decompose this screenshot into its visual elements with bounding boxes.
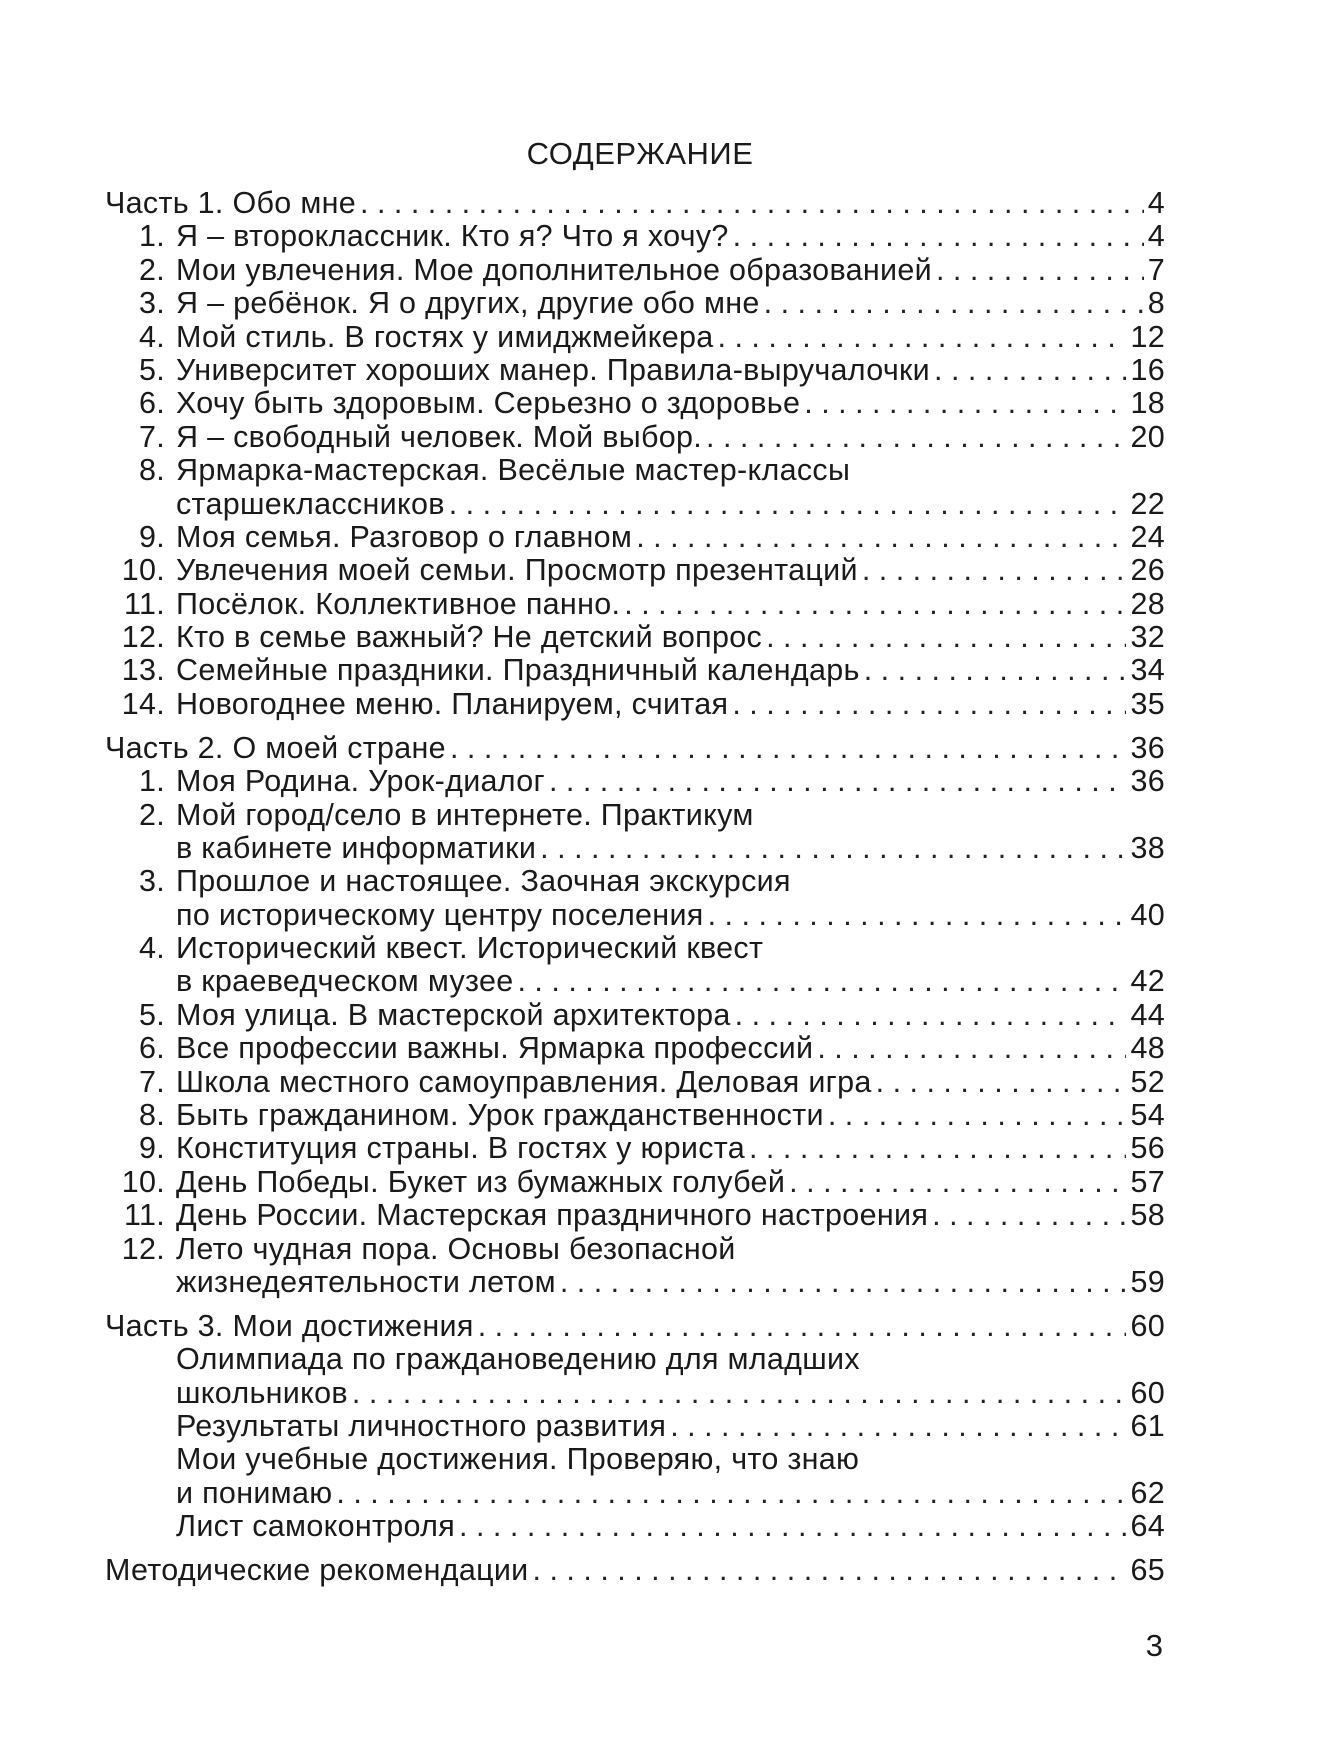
toc-entry xyxy=(105,621,1165,654)
toc-entry xyxy=(105,254,1165,287)
entry-title: Университет хороших манер. Правила-выручалочки xyxy=(176,352,931,387)
dot-leader xyxy=(862,554,1127,587)
entry-number: 7. xyxy=(138,419,165,454)
toc-entry xyxy=(105,865,1165,898)
entry-number: 4. xyxy=(138,931,165,966)
toc-entry xyxy=(105,454,1165,487)
toc-entry xyxy=(105,999,1165,1032)
entry-title: Часть 1. Обо мне xyxy=(105,186,356,220)
toc-entry-continuation xyxy=(105,1477,1165,1510)
dot-leader xyxy=(936,254,1144,287)
entry-page: 44 xyxy=(1130,997,1165,1032)
entry-page: 54 xyxy=(1130,1098,1165,1133)
dot-leader xyxy=(876,1066,1127,1099)
entry-page: 48 xyxy=(1130,1031,1165,1066)
dot-leader xyxy=(732,688,1126,721)
toc-entry xyxy=(105,321,1165,354)
entry-page: 40 xyxy=(1130,897,1165,932)
toc-entry-continuation xyxy=(105,1377,1165,1410)
entry-title: старшеклассников xyxy=(176,486,445,521)
toc-entry xyxy=(105,1166,1165,1199)
toc-entry xyxy=(105,1443,1165,1476)
entry-number: 14. xyxy=(121,686,165,721)
toc-entry xyxy=(105,1343,1165,1376)
dot-leader xyxy=(360,187,1144,220)
entry-number: 11. xyxy=(123,1198,165,1233)
dot-leader xyxy=(352,1377,1127,1410)
toc-entry xyxy=(105,220,1165,253)
toc-part-heading xyxy=(105,1310,1165,1343)
entry-title: День России. Мастерская праздничного настроения xyxy=(176,1198,929,1233)
entry-title: Я – свободный человек. Мой выбор. xyxy=(176,419,703,454)
dot-leader xyxy=(764,287,1144,320)
entry-title: Я – ребёнок. Я о других, другие обо мне xyxy=(176,286,760,321)
dot-leader xyxy=(828,1099,1127,1132)
dot-leader xyxy=(533,1554,1127,1587)
dot-leader xyxy=(449,488,1127,521)
entry-title: Результаты личностного развития xyxy=(176,1409,667,1444)
entry-number: 1. xyxy=(138,219,165,254)
entry-number: 6. xyxy=(138,386,165,421)
entry-page: 60 xyxy=(1130,1308,1165,1343)
entry-page: 4 xyxy=(1147,186,1165,220)
entry-title: День Победы. Букет из бумажных голубей xyxy=(176,1164,786,1199)
entry-title: Часть 2. О моей стране xyxy=(105,730,446,765)
entry-number: 3. xyxy=(138,286,165,321)
dot-leader xyxy=(932,1199,1126,1232)
entry-title: Часть 3. Мои достижения xyxy=(105,1308,474,1343)
entry-title: Олимпиада по граждановедению для младших xyxy=(176,1342,860,1377)
entry-title: школьников xyxy=(176,1375,348,1410)
entry-title: Кто в семье важный? Не детский вопрос xyxy=(176,620,763,655)
entry-page: 52 xyxy=(1130,1064,1165,1099)
entry-number: 13. xyxy=(121,653,165,688)
toc-entry xyxy=(105,765,1165,798)
dot-leader xyxy=(459,1510,1126,1543)
entry-title: в краеведческом музее xyxy=(176,964,514,999)
entry-title: Мой город/село в интернете. Практикум xyxy=(176,797,754,832)
entry-title: в кабинете информатики xyxy=(176,830,537,865)
dot-leader xyxy=(817,1032,1126,1065)
entry-title: Мой стиль. В гостях у имиджмейкера xyxy=(176,319,714,354)
entry-number: 11. xyxy=(123,586,165,621)
toc-part-heading xyxy=(105,732,1165,765)
entry-page: 18 xyxy=(1130,386,1165,421)
entry-title: Моя Родина. Урок-диалог xyxy=(176,764,545,799)
dot-leader xyxy=(517,965,1126,998)
entry-title: Все профессии важны. Ярмарка профессий xyxy=(176,1031,814,1066)
entry-title: Хочу быть здоровым. Серьезно о здоровье xyxy=(176,386,801,421)
entry-page: 16 xyxy=(1130,352,1165,387)
entry-number: 3. xyxy=(138,864,165,899)
toc-entry xyxy=(105,1032,1165,1065)
toc-entry xyxy=(105,354,1165,387)
entry-page: 65 xyxy=(1130,1553,1165,1588)
toc-entry xyxy=(105,1099,1165,1132)
entry-title: по историческому центру поселения xyxy=(176,897,704,932)
toc-entry xyxy=(105,799,1165,832)
toc-entry xyxy=(105,1410,1165,1443)
entry-number: 9. xyxy=(138,519,165,554)
entry-page: 26 xyxy=(1130,553,1165,588)
entry-number: 2. xyxy=(138,797,165,832)
toc-entry-continuation xyxy=(105,899,1165,932)
entry-title: Новогоднее меню. Планируем, считая xyxy=(176,686,729,721)
entry-title: Школа местного самоуправления. Деловая игра xyxy=(176,1064,872,1099)
toc-entry xyxy=(105,1066,1165,1099)
dot-leader xyxy=(708,899,1127,932)
entry-title: Мои учебные достижения. Проверяю, что знаю xyxy=(176,1442,860,1477)
entry-title: Моя улица. В мастерской архитектора xyxy=(176,997,731,1032)
dot-leader xyxy=(706,421,1126,454)
dot-leader xyxy=(636,521,1126,554)
dot-leader xyxy=(718,321,1127,354)
entry-page: 56 xyxy=(1130,1131,1165,1166)
toc-entry xyxy=(105,521,1165,554)
entry-page: 36 xyxy=(1130,730,1165,765)
entry-page: 64 xyxy=(1130,1509,1165,1544)
toc-entry xyxy=(105,421,1165,454)
dot-leader xyxy=(804,387,1126,420)
entry-number: 7. xyxy=(138,1064,165,1099)
toc-entry xyxy=(105,654,1165,687)
entry-title: Быть гражданином. Урок гражданственности xyxy=(176,1098,824,1133)
entry-number: 6. xyxy=(138,1031,165,1066)
toc-entry xyxy=(105,588,1165,621)
entry-page: 59 xyxy=(1130,1265,1165,1299)
entry-number: 12. xyxy=(121,1231,165,1266)
entry-number: 4. xyxy=(138,319,165,354)
dot-leader xyxy=(560,1266,1127,1299)
entry-title: Методические рекомендации xyxy=(105,1553,529,1588)
toc-entry xyxy=(105,1199,1165,1232)
dot-leader xyxy=(540,832,1126,865)
dot-leader xyxy=(670,1410,1126,1443)
entry-title: Исторический квест. Исторический квест xyxy=(176,931,764,966)
entry-number: 5. xyxy=(138,997,165,1032)
entry-page: 38 xyxy=(1130,830,1165,865)
dot-leader xyxy=(749,1132,1126,1165)
entry-number: 10. xyxy=(121,553,165,588)
entry-page: 57 xyxy=(1130,1164,1165,1199)
entry-title: Конституция страны. В гостях у юриста xyxy=(176,1131,745,1166)
toc-part-heading xyxy=(105,187,1165,220)
entry-title: Лето чудная пора. Основы безопасной xyxy=(176,1231,736,1266)
entry-page: 35 xyxy=(1130,686,1165,721)
toc-entry-continuation xyxy=(105,488,1165,521)
entry-title: Посёлок. Коллективное панно. xyxy=(176,586,621,621)
dot-leader xyxy=(766,621,1126,654)
entry-number: 8. xyxy=(138,1098,165,1133)
entry-page: 22 xyxy=(1130,486,1165,521)
entry-number: 12. xyxy=(121,620,165,655)
toc-entry xyxy=(105,688,1165,721)
dot-leader xyxy=(864,654,1127,687)
toc-entry xyxy=(105,387,1165,420)
entry-page: 34 xyxy=(1130,653,1165,688)
dot-leader xyxy=(624,588,1126,621)
entry-number: 10. xyxy=(121,1164,165,1199)
entry-title: Семейные праздники. Праздничный календарь xyxy=(176,653,860,688)
dot-leader xyxy=(450,732,1127,765)
dot-leader xyxy=(549,765,1127,798)
entry-page: 28 xyxy=(1130,586,1165,621)
entry-number: 1. xyxy=(138,764,165,799)
toc-entry-continuation xyxy=(105,832,1165,865)
dot-leader xyxy=(478,1310,1127,1343)
toc-entry xyxy=(105,1233,1165,1266)
entry-title: Моя семья. Разговор о главном xyxy=(176,519,633,554)
toc-entry xyxy=(105,554,1165,587)
entry-title: Я – второклассник. Кто я? Что я хочу? xyxy=(176,219,729,254)
entry-page: 42 xyxy=(1130,964,1165,999)
entry-page: 58 xyxy=(1130,1198,1165,1233)
toc-entry-continuation xyxy=(105,1266,1165,1299)
page-title: СОДЕРЖАНИЕ xyxy=(526,136,754,171)
dot-leader xyxy=(934,354,1126,387)
entry-page: 7 xyxy=(1147,252,1165,287)
dot-leader xyxy=(735,999,1127,1032)
entry-number: 5. xyxy=(138,352,165,387)
entry-page: 60 xyxy=(1130,1375,1165,1410)
toc-part-heading xyxy=(105,1554,1165,1587)
entry-page: 32 xyxy=(1130,620,1165,655)
entry-page: 20 xyxy=(1130,419,1165,454)
entry-page: 8 xyxy=(1147,286,1165,321)
dot-leader xyxy=(789,1166,1126,1199)
toc-entry xyxy=(105,287,1165,320)
entry-page: 4 xyxy=(1147,219,1165,254)
entry-number: 8. xyxy=(138,453,165,488)
dot-leader xyxy=(733,220,1144,253)
entry-page: 62 xyxy=(1130,1475,1165,1510)
entry-number: 9. xyxy=(138,1131,165,1166)
entry-title: Лист самоконтроля xyxy=(176,1509,456,1544)
entry-title: Увлечения моей семьи. Просмотр презентаций xyxy=(176,553,858,588)
toc-entry xyxy=(105,1510,1165,1543)
entry-page: 24 xyxy=(1130,519,1165,554)
entry-title: и понимаю xyxy=(176,1475,333,1510)
entry-title: жизнедеятельности летом xyxy=(176,1265,556,1299)
table-of-contents xyxy=(105,187,1165,1588)
entry-title: Ярмарка-мастерская. Весёлые мастер-классы xyxy=(176,453,851,488)
entry-number: 2. xyxy=(138,252,165,287)
entry-page: 12 xyxy=(1130,319,1165,354)
entry-title: Мои увлечения. Мое дополнительное образованией xyxy=(176,252,932,287)
entry-page: 36 xyxy=(1130,764,1165,799)
toc-entry xyxy=(105,1132,1165,1165)
toc-entry-continuation xyxy=(105,965,1165,998)
toc-entry xyxy=(105,932,1165,965)
page-number: 3 xyxy=(1145,1628,1163,1663)
entry-page: 61 xyxy=(1130,1409,1165,1444)
entry-title: Прошлое и настоящее. Заочная экскурсия xyxy=(176,864,791,899)
dot-leader xyxy=(336,1477,1126,1510)
